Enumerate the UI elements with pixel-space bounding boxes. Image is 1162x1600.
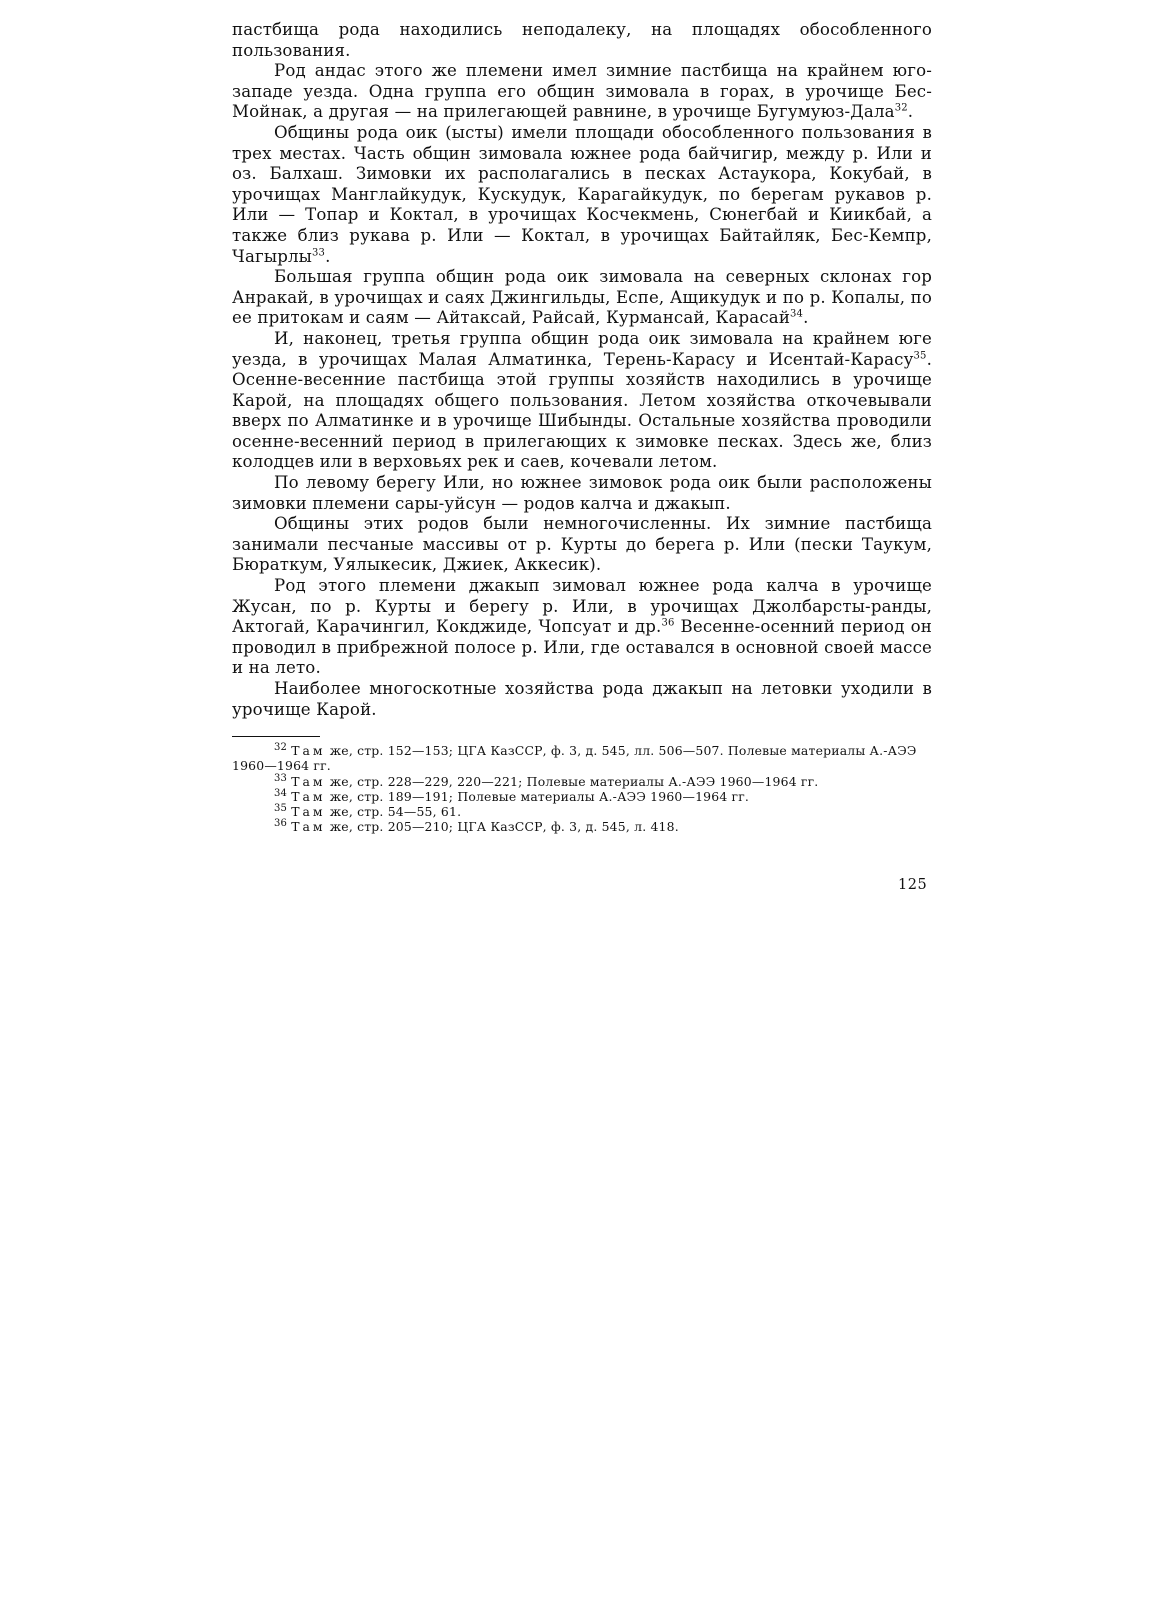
paragraph-5: И, наконец, третья группа общин рода оик зимовала на крайнем юге уезда, в урочищах Малая Алматинка, Терень-Карасу и Исентай-Карасу$^{35}$. Осенне-весенние пастбища этой группы хозяйств находились в урочище Карой, на площадях общего пользования. Летом хозяйства откочевывали вверх по Алматинке и в урочище Шибынды. Остальные хозяйства проводили осенне-весенний период в прилегающих к зимовке песках. Здесь же, близ колодцев или в верховьях рек и саев, кочевали летом. (232, 328, 932, 472)
page-number: 125 (898, 877, 928, 893)
footnote-ref-34: 34 (790, 308, 804, 320)
paragraph-1: пастбища рода находились неподалеку, на площадях обособленного пользования. (232, 20, 932, 60)
footnote-ref-32: 32 (894, 102, 908, 114)
paragraph-7: Общины этих родов были немногочисленны. Их зимние пастбища занимали песчаные массивы от р. Курты до берега р. Или (пески Таукум, Бюраткум, Уялыкесик, Джиек, Аккесик). (232, 514, 932, 575)
main-text (232, 20, 932, 720)
footnote-34: $^{34}$ Там же, стр. 189—191; Полевые материалы А.-АЭЭ 1960—1964 гг. (274, 787, 750, 804)
paragraph-2: Род андас этого же племени имел зимние пастбища на крайнем юго-западе уезда. Одна группа его общин зимовала в горах, в урочище Бес-Мойнак, а другая — на прилегающей равнине, в урочище Бугумуюз-Дала$^{32}$. (232, 61, 932, 122)
book-page (232, 20, 932, 834)
paragraph-3: Общины рода оик (ысты) имели площади обособленного пользования в трех местах. Часть общин зимовала южнее рода байчигир, между р. Или и оз. Балхаш. Зимовки их располагались в песках Астаукора, Кокубай, в урочищах Манглайкудук, Кускудук, Карагайкудук, по берегам рукавов р. Или — Топар и Коктал, в урочищах Косчекмень, Сюнегбай и Киикбай, а также близ рукава р. Или — Коктал, в урочищах Байтайляк, Бес-Кемпр, Чагырлы$^{33}$. (232, 122, 932, 266)
footnotes (232, 743, 932, 834)
paragraph-9: Наиболее многоскотные хозяйства рода джакып на летовки уходили в урочище Карой. (232, 679, 932, 719)
footnote-32: $^{32}$ Там же, стр. 152—153; ЦГА КазССР, ф. 3, д. 545, лл. 506—507. Полевые материалы А.-АЭЭ 1960—1964 гг. (232, 742, 917, 774)
footnote-35: $^{35}$ Там же, стр. 54—55, 61. (274, 802, 462, 819)
footnote-divider (232, 736, 320, 737)
paragraph-8: Род этого племени джакып зимовал южнее рода калча в урочище Жусан, по р. Курты и берегу р. Или, в урочищах Джолбарсты-ранды, Актогай, Карачингил, Кокджиде, Чопсуат и др.$^{36}$ Весенне-осенний период он проводил в прибрежной полосе р. Или, где оставался в основной своей массе и на лето. (232, 576, 932, 678)
footnote-ref-36: 36 (661, 617, 675, 629)
footnote-33: $^{33}$ Там же, стр. 228—229, 220—221; Полевые материалы А.-АЭЭ 1960—1964 гг. (274, 772, 819, 789)
paragraph-6: По левому берегу Или, но южнее зимовок рода оик были расположены зимовки племени сары-уйсун — родов калча и джакып. (232, 473, 932, 513)
footnote-ref-33: 33 (312, 247, 326, 258)
footnote-ref-35: 35 (913, 349, 927, 361)
paragraph-4: Большая группа общин рода оик зимовала на северных склонах гор Анракай, в урочищах и саях Джингильды, Еспе, Ащикудук и по р. Копалы, по ее притокам и саям — Айтаксай, Райсай, Курмансай, Карасай$^{34}$. (232, 267, 932, 328)
footnote-36: $^{36}$ Там же, стр. 205—210; ЦГА КазССР, ф. 3, д. 545, л. 418. (274, 818, 679, 835)
